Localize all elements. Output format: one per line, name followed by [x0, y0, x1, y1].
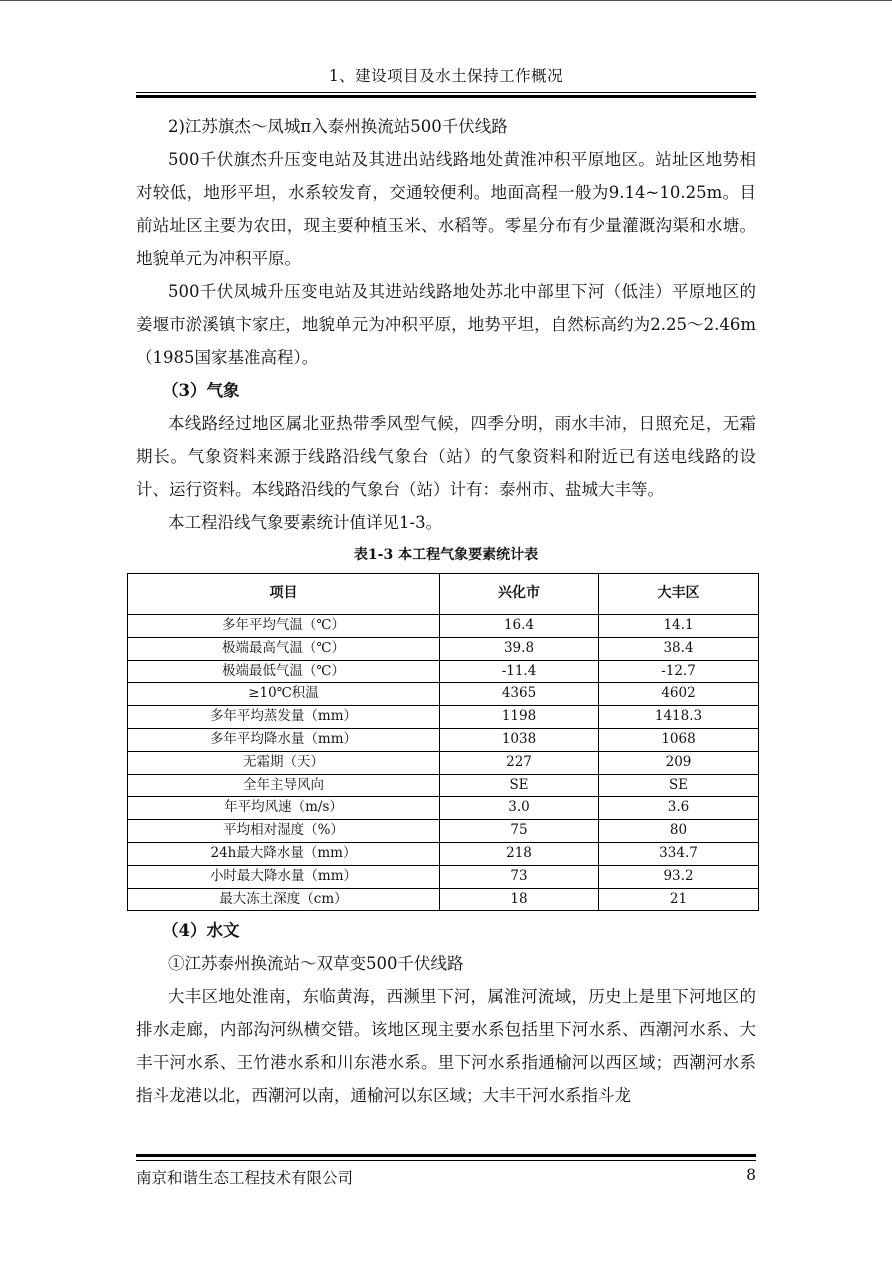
climate-table	[127, 573, 759, 911]
table-cell: 24h最大降水量（mm）	[128, 842, 440, 865]
table-cell: -11.4	[440, 660, 599, 683]
table-row	[128, 774, 759, 797]
table-cell: -12.7	[599, 660, 759, 683]
table-cell: SE	[440, 774, 599, 797]
table-header-cell: 项目	[128, 574, 440, 615]
page-top-border	[0, 0, 892, 1]
table-cell: 14.1	[599, 615, 759, 638]
table-cell: 39.8	[440, 637, 599, 660]
table-row	[128, 683, 759, 706]
table-cell: 小时最大降水量（mm）	[128, 865, 440, 888]
table-cell: 334.7	[599, 842, 759, 865]
table-cell: SE	[599, 774, 759, 797]
table-row	[128, 751, 759, 774]
table-cell: 平均相对湿度（%）	[128, 820, 440, 843]
body-paragraph: 本工程沿线气象要素统计值详见1-3。	[168, 513, 443, 532]
table-row	[128, 842, 759, 865]
table-row	[128, 660, 759, 683]
table-cell: 75	[440, 820, 599, 843]
table-cell: 218	[440, 842, 599, 865]
table-cell: 3.6	[599, 797, 759, 820]
table-row	[128, 615, 759, 638]
section-subtitle: 2)江苏旗杰～凤城π入泰州换流站500千伏线路	[168, 117, 508, 136]
table-row	[128, 637, 759, 660]
footer-rule-thick	[136, 1154, 756, 1157]
table-caption: 表1-3 本工程气象要素统计表	[353, 547, 539, 563]
footer-company: 南京和谐生态工程技术有限公司	[136, 1169, 354, 1187]
table-row	[128, 888, 759, 911]
table-cell: 极端最低气温（℃）	[128, 660, 440, 683]
body-paragraph: 500千伏凤城升压变电站及其进站线路地处苏北中部里下河（低洼）平原地区的姜堰市淤溪镇卞家庄，地貌单元为冲积平原，地势平坦，自然标高约为2.25～2.46m（1985国家基准高程）。	[136, 282, 756, 367]
table-cell: 全年主导风向	[128, 774, 440, 797]
table-cell: 1418.3	[599, 706, 759, 729]
table-row	[128, 820, 759, 843]
table-cell: 21	[599, 888, 759, 911]
table-cell: 多年平均气温（℃）	[128, 615, 440, 638]
table-row	[128, 706, 759, 729]
body-paragraph: 本线路经过地区属北亚热带季风型气候，四季分明，雨水丰沛，日照充足，无霜期长。气象资料来源于线路沿线气象台（站）的气象资料和附近已有送电线路的设计、运行资料。本线路沿线的气象台（站）计有：泰州市、盐城大丰等。	[136, 414, 756, 499]
footer-rule-thin	[136, 1160, 756, 1161]
table-cell: 1038	[440, 728, 599, 751]
header-rule-thick	[136, 95, 756, 98]
page-header: 1、建设项目及水土保持工作概况	[328, 67, 564, 85]
table-header-cell: 大丰区	[599, 574, 759, 615]
table-cell: 4602	[599, 683, 759, 706]
table-cell: 16.4	[440, 615, 599, 638]
table-cell: 最大冻土深度（cm）	[128, 888, 440, 911]
table-cell: 1198	[440, 706, 599, 729]
section-subtitle: ①江苏泰州换流站～双草变500千伏线路	[168, 954, 464, 974]
page-body	[136, 110, 756, 1112]
table-cell: 年平均风速（m/s）	[128, 797, 440, 820]
table-cell: 80	[599, 820, 759, 843]
table-row	[128, 865, 759, 888]
table-row	[128, 728, 759, 751]
table-cell: 多年平均降水量（mm）	[128, 728, 440, 751]
body-paragraph: 大丰区地处淮南，东临黄海，西濒里下河，属淮河流域，历史上是里下河地区的排水走廊，内部沟河纵横交错。该地区现主要水系包括里下河水系、西潮河水系、大丰干河水系、王竹港水系和川东港水系。里下河水系指通榆河以西区域；西潮河水系指斗龙港以北，西潮河以南，通榆河以东区域；大丰干河水系指斗龙	[136, 987, 756, 1106]
header-rule-thin	[136, 92, 756, 93]
body-paragraph: 500千伏旗杰升压变电站及其进出站线路地处黄淮冲积平原地区。站址区地势相对较低，地形平坦，水系较发育，交通较便利。地面高程一般为9.14~10.25m。目前站址区主要为农田，现主要种植玉米、水稻等。零星分布有少量灌溉沟渠和水塘。地貌单元为冲积平原。	[136, 150, 756, 268]
table-row	[128, 797, 759, 820]
page-number: 8	[746, 1166, 756, 1184]
table-cell: 38.4	[599, 637, 759, 660]
table-cell: 209	[599, 751, 759, 774]
table-cell: 18	[440, 888, 599, 911]
section-heading-climate: （3）气象	[162, 381, 240, 400]
table-cell: ≥10℃积温	[128, 683, 440, 706]
table-cell: 93.2	[599, 865, 759, 888]
table-cell: 极端最高气温（℃）	[128, 637, 440, 660]
table-cell: 1068	[599, 728, 759, 751]
table-header-cell: 兴化市	[440, 574, 599, 615]
table-cell: 4365	[440, 683, 599, 706]
table-header-row	[128, 574, 759, 615]
table-cell: 73	[440, 865, 599, 888]
table-cell: 多年平均蒸发量（mm）	[128, 706, 440, 729]
table-cell: 无霜期（天）	[128, 751, 440, 774]
table-cell: 227	[440, 751, 599, 774]
section-heading-hydrology: （4）水文	[162, 921, 240, 941]
table-cell: 3.0	[440, 797, 599, 820]
